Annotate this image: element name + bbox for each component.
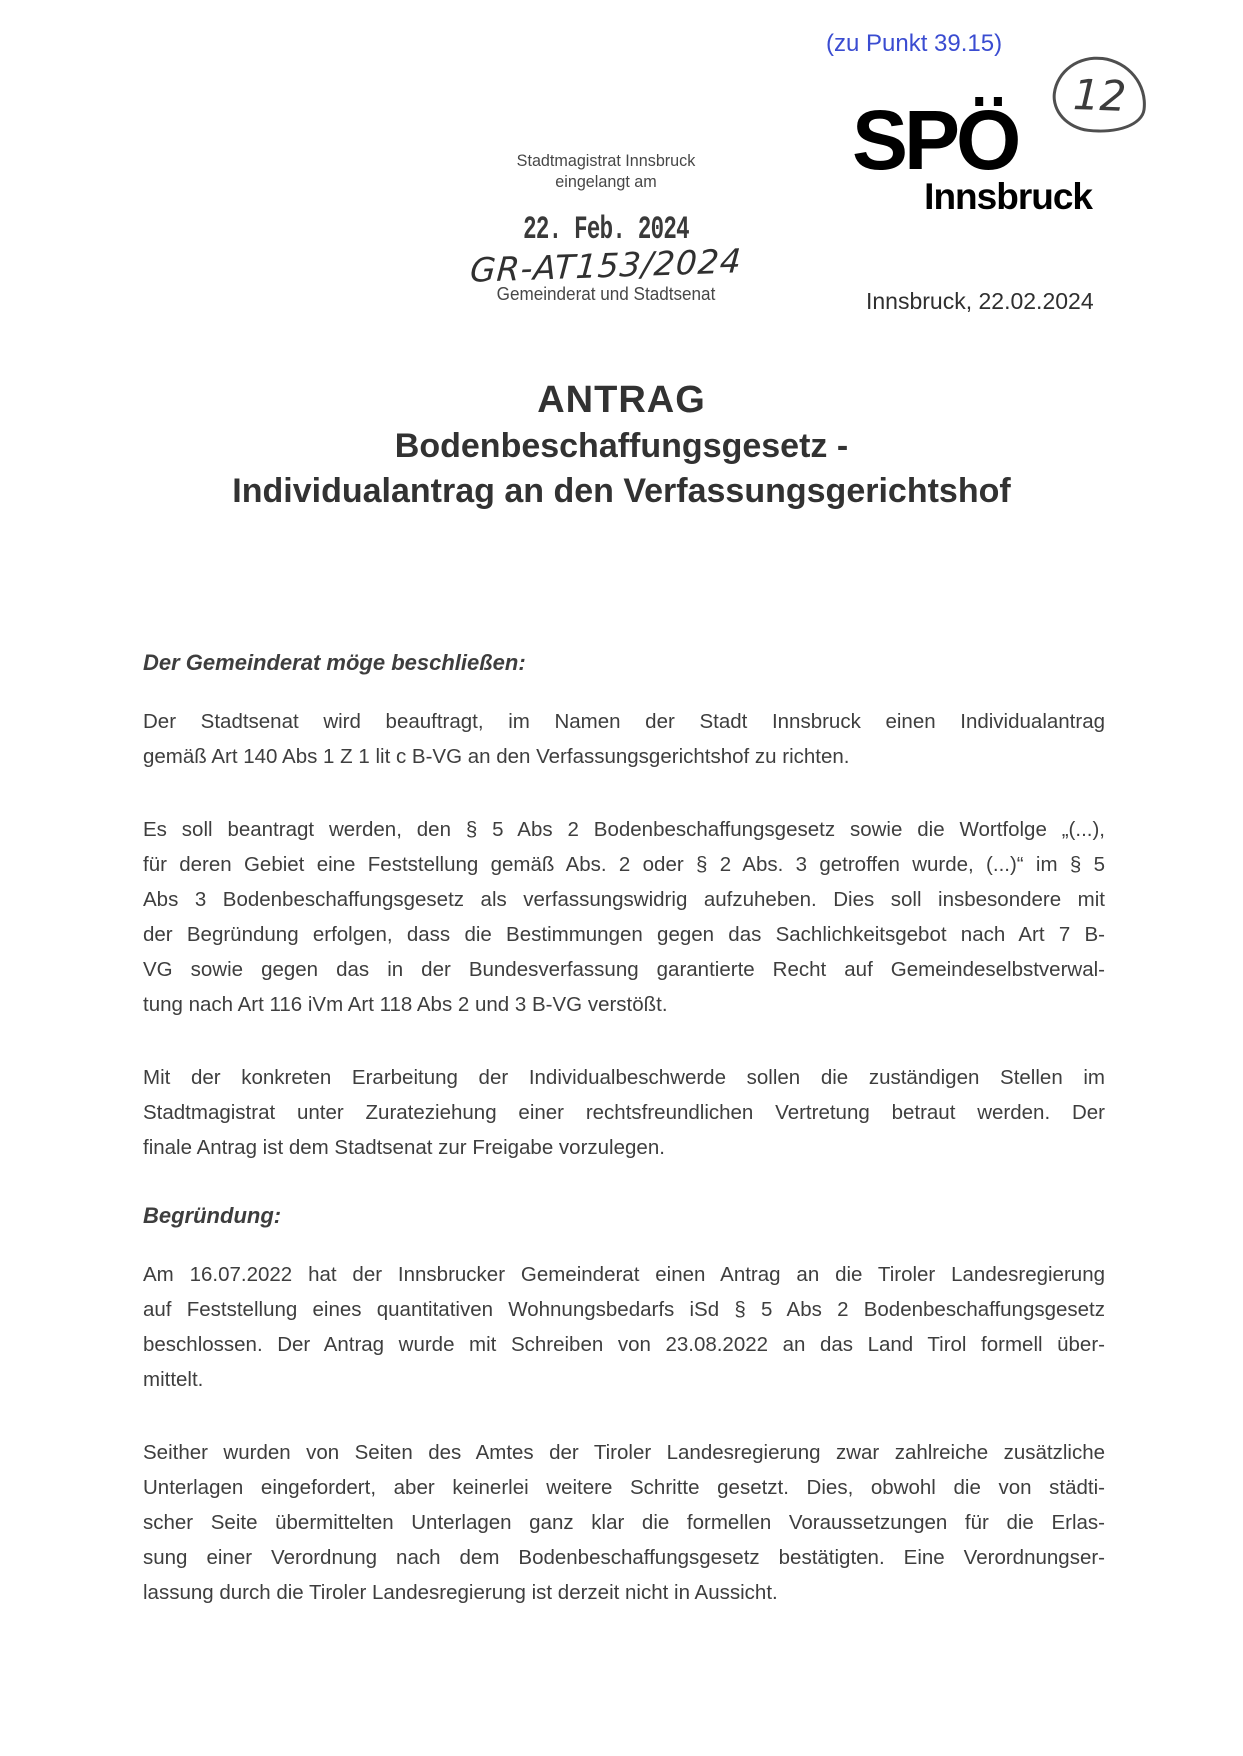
- receipt-stamp: [436, 150, 776, 305]
- motion-heading: Der Gemeinderat möge beschließen:: [143, 650, 526, 675]
- spo-logo: [852, 93, 1092, 218]
- place-date-line: Innsbruck, 22.02.2024: [866, 288, 1094, 314]
- paragraph-line: für deren Gebiet eine Feststellung gemäß Abs. 2 oder § 2 Abs. 3 getroffen wurde, (...)“ im § 5: [143, 853, 1105, 876]
- paragraph-line: Es soll beantragt werden, den § 5 Abs 2 Bodenbeschaffungsgesetz sowie die Wortfolge „(...),: [143, 818, 1105, 841]
- paragraph-line: Der Stadtsenat wird beauftragt, im Namen der Stadt Innsbruck einen Individualantrag: [143, 710, 1105, 733]
- paragraph-line: Seither wurden von Seiten des Amtes der Tiroler Landesregierung zwar zahlreiche zusätzliche: [143, 1441, 1105, 1464]
- paragraph-line: scher Seite übermittelten Unterlagen ganz klar die formellen Voraussetzungen für die Erlas-: [143, 1511, 1105, 1534]
- paragraph-line: Am 16.07.2022 hat der Innsbrucker Gemeinderat einen Antrag an die Tiroler Landesregierung: [143, 1263, 1105, 1286]
- document-body: [143, 650, 1105, 1648]
- paragraph-line: Stadtmagistrat unter Zurateziehung einer rechtsfreundlichen Vertretung betraut werden. Der: [143, 1101, 1105, 1124]
- paragraph-line: finale Antrag ist dem Stadtsenat zur Freigabe vorzulegen.: [143, 1136, 665, 1159]
- title-subject-line-2: Individualantrag an den Verfassungsgerichtshof: [232, 472, 1011, 510]
- motion-paragraph-1: [143, 704, 1105, 774]
- justification-paragraph-2: [143, 1435, 1105, 1610]
- motion-paragraph-2: [143, 812, 1105, 1022]
- stamp-department: Gemeinderat und Stadtsenat: [496, 284, 716, 304]
- document-title: ANTRAG: [537, 379, 706, 421]
- paragraph-line: sung einer Verordnung nach dem Bodenbeschaffungsgesetz bestätigten. Eine Verordnungser-: [143, 1546, 1105, 1569]
- paragraph-line: VG sowie gegen das in der Bundesverfassung garantierte Recht auf Gemeindeselbstverwal-: [143, 958, 1105, 981]
- logo-wordmark: SPÖ: [852, 93, 1018, 187]
- paragraph-line: Abs 3 Bodenbeschaffungsgesetz als verfassungswidrig aufzuheben. Dies soll insbesondere mit: [143, 888, 1105, 911]
- agenda-item-note: (zu Punkt 39.15): [826, 30, 1003, 57]
- paragraph-line: gemäß Art 140 Abs 1 Z 1 lit c B-VG an den Verfassungsgerichtshof zu richten.: [143, 745, 850, 768]
- stamp-organization: Stadtmagistrat Innsbruck: [516, 151, 696, 170]
- paragraph-line: Unterlagen eingefordert, aber keinerlei weitere Schritte gesetzt. Dies, obwohl die von städti-: [143, 1476, 1105, 1499]
- stamp-received-label: eingelangt am: [555, 172, 657, 191]
- paragraph-line: lassung durch die Tiroler Landesregierung ist derzeit nicht in Aussicht.: [143, 1581, 778, 1604]
- paragraph-line: mittelt.: [143, 1368, 204, 1391]
- paragraph-line: der Begründung erfolgen, dass die Bestimmungen gegen das Sachlichkeitsgebot nach Art 7 B-: [143, 923, 1105, 946]
- handwritten-file-number: GR-AT153/2024: [468, 241, 744, 290]
- paragraph-line: auf Feststellung eines quantitativen Wohnungsbedarfs iSd § 5 Abs 2 Bodenbeschaffungsgesetz: [143, 1298, 1105, 1321]
- paragraph-line: tung nach Art 116 iVm Art 118 Abs 2 und 3 B-VG verstößt.: [143, 993, 668, 1016]
- motion-paragraph-3: [143, 1060, 1105, 1165]
- logo-subtitle: Innsbruck: [924, 176, 1092, 218]
- justification-paragraph-1: [143, 1257, 1105, 1397]
- title-subject-line-1: Bodenbeschaffungsgesetz -: [394, 427, 849, 465]
- paragraph-line: Mit der konkreten Erarbeitung der Individualbeschwerde sollen die zuständigen Stellen im: [143, 1066, 1105, 1089]
- paragraph-line: beschlossen. Der Antrag wurde mit Schreiben von 23.08.2022 an das Land Tirol formell über-: [143, 1333, 1105, 1356]
- stamp-date: 22. Feb. 2024: [523, 211, 689, 248]
- handwritten-page-number: 12: [1072, 69, 1128, 121]
- document-title-block: [0, 376, 1243, 514]
- justification-heading: Begründung:: [143, 1203, 282, 1228]
